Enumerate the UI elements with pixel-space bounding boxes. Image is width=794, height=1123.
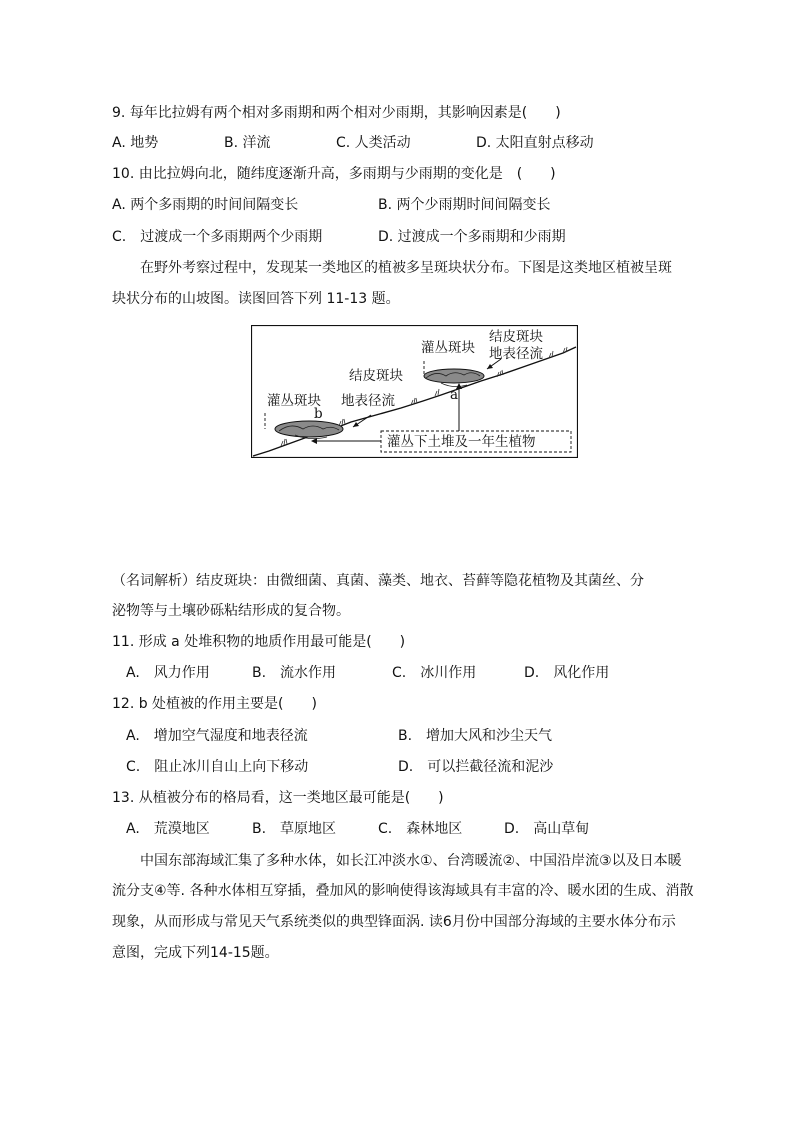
question-9-option-b: B. 洋流 <box>224 135 271 151</box>
question-13-option-a: A. 荒漠地区 <box>126 821 210 837</box>
question-12-option-d: D. 可以拦截径流和泥沙 <box>398 759 554 775</box>
question-12-stem: 12. b 处植被的作用主要是( ) <box>112 696 317 712</box>
question-10-option-a: A. 两个多雨期的时间间隔变长 <box>112 197 299 213</box>
hillslope-diagram <box>251 325 578 458</box>
passage-2-line-4: 意图，完成下列14-15题。 <box>112 945 279 961</box>
label-mound: 灌丛下土堆及一年生植物 <box>387 434 536 450</box>
glossary-line-2: 泌物等与土壤砂砾粘结形成的复合物。 <box>112 603 350 619</box>
passage-2-line-3: 现象，从而形成与常见天气系统类似的典型锋面涡. 读6月份中国部分海域的主要水体分布示 <box>112 914 676 930</box>
label-runoff-top: 地表径流 <box>489 346 543 362</box>
question-11-option-d: D. 风化作用 <box>524 665 610 681</box>
question-10-option-b: B. 两个少雨期时间间隔变长 <box>378 197 551 213</box>
question-9-option-d: D. 太阳直射点移动 <box>476 135 594 151</box>
question-12-option-c: C. 阻止冰川自山上向下移动 <box>126 759 309 775</box>
question-9-option-a: A. 地势 <box>112 135 159 151</box>
question-12-option-a: A. 增加空气湿度和地表径流 <box>126 728 308 744</box>
passage-2-line-1: 中国东部海域汇集了多种水体，如长江冲淡水①、台湾暖流②、中国沿岸流③以及日本暖 <box>140 853 682 869</box>
label-crust-mid: 结皮斑块 <box>349 368 403 384</box>
question-11-option-c: C. 冰川作用 <box>392 665 477 681</box>
upper-shrub-patch <box>424 369 484 383</box>
passage-1-line-1: 在野外考察过程中，发现某一类地区的植被多呈斑块状分布。下图是这类地区植被呈斑 <box>140 260 672 276</box>
question-10-option-d: D. 过渡成一个多雨期和少雨期 <box>378 229 566 245</box>
question-13-option-c: C. 森林地区 <box>378 821 463 837</box>
hillslope-figure <box>251 325 578 458</box>
question-9-stem: 9. 每年比拉姆有两个相对多雨期和两个相对少雨期，其影响因素是( ) <box>112 105 561 121</box>
question-11-option-b: B. 流水作用 <box>252 665 337 681</box>
glossary-line-1: （名词解析）结皮斑块：由微细菌、真菌、藻类、地衣、苔藓等隐花植物及其菌丝、分 <box>112 573 644 589</box>
label-shrub-left: 灌丛斑块 <box>267 393 321 409</box>
passage-2-line-2: 流分支④等. 各种水体相互穿插，叠加风的影响使得该海域具有丰富的冷、暖水团的生成、消散 <box>112 883 694 899</box>
question-9-option-c: C. 人类活动 <box>336 135 411 151</box>
question-11-option-a: A. 风力作用 <box>126 665 210 681</box>
label-shrub-top: 灌丛斑块 <box>421 340 475 356</box>
question-10-stem: 10. 由比拉姆向北，随纬度逐渐升高，多雨期与少雨期的变化是 ( ) <box>112 166 556 182</box>
question-13-stem: 13. 从植被分布的格局看，这一类地区最可能是( ) <box>112 790 444 806</box>
passage-1-line-2: 块状分布的山坡图。读图回答下列 11-13 题。 <box>112 291 400 307</box>
label-b: b <box>314 406 323 422</box>
question-13-option-b: B. 草原地区 <box>252 821 337 837</box>
label-crust-top: 结皮斑块 <box>489 329 543 345</box>
lower-shrub-patch <box>275 421 343 437</box>
question-10-option-c: C. 过渡成一个多雨期两个少雨期 <box>112 229 323 245</box>
question-11-stem: 11. 形成 a 处堆积物的地质作用最可能是( ) <box>112 634 406 650</box>
label-a: a <box>450 387 459 403</box>
question-13-option-d: D. 高山草甸 <box>504 821 590 837</box>
label-runoff-mid: 地表径流 <box>341 393 395 409</box>
question-12-option-b: B. 增加大风和沙尘天气 <box>398 728 553 744</box>
